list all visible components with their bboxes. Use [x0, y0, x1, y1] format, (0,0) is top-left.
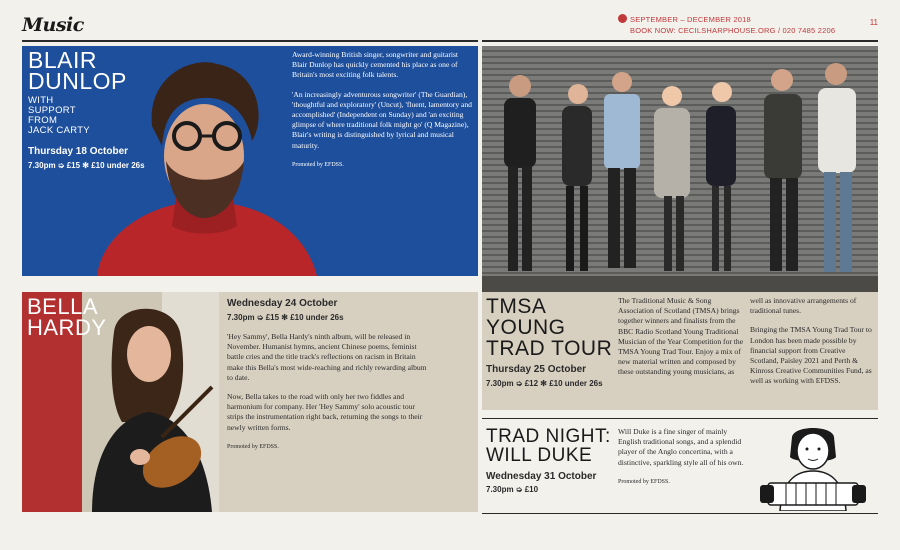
header-booking: BOOK NOW: CECILSHARPHOUSE.ORG / 020 7485 2206: [630, 26, 836, 35]
blair-name-line2: DUNLOP: [28, 68, 127, 94]
bella-description: [227, 332, 427, 452]
tradnight-panel: [482, 418, 878, 514]
blair-price: 7.30pm ➭ £15 ✻ £10 under 26s: [28, 161, 145, 170]
right-header-rule: [482, 40, 878, 42]
bella-title: [27, 296, 107, 338]
bella-photo-panel: [22, 292, 219, 512]
blair-support: [28, 96, 90, 136]
tradnight-title-line2: WILL DUKE: [486, 445, 593, 466]
blair-name-line1: BLAIR: [28, 47, 97, 73]
support-line3: FROM: [28, 115, 58, 126]
tmsa-photo: [482, 46, 878, 292]
support-line4: JACK CARTY: [28, 125, 90, 136]
bella-text-panel: [219, 292, 478, 512]
blair-para1: Award-winning British singer, songwriter and guitarist Blair Dunlop has quickly cemented his place as one of Britain's most exciting folk talents.: [292, 50, 459, 80]
bella-para2: Now, Bella takes to the road with only her two fiddles and harmonium for company. Her 'Hey Sammy' solo acoustic tour strips the instrumentation right back, returning the songs to their newly written forms.: [227, 392, 423, 432]
blair-para2: 'An increasingly adventurous songwriter' (The Guardian), 'thoughtful and exploratory' (Uncut), 'fluent, lamentory and accomplished' (Independent on Sunday) and 'an exciting glimpse of where traditional folk might go' (Q Magazine), Blair's writing is distinguished by lyrical and musical maturity.: [292, 89, 472, 150]
blair-description: [292, 50, 472, 170]
bella-para1: 'Hey Sammy', Bella Hardy's ninth album, will be released in November. Humanist hymns, ancient Chinese poems, feminist battle cries and the title track's reflections on racism in Britain make this Bella's most wide-reaching and richly rewarding album to date.: [227, 332, 427, 382]
tradnight-text: Will Duke is a fine singer of mainly English traditional songs, and a splendid player of the Anglo concertina, with a distinctive, sparkling style all of his own.: [618, 427, 744, 467]
tmsa-band-image: [482, 46, 878, 292]
concertina-player-illustration: [754, 423, 872, 511]
bella-price: 7.30pm ➭ £15 ✻ £10 under 26s: [227, 313, 344, 322]
tmsa-title-panel: [482, 292, 614, 410]
tmsa-title-line2: YOUNG: [486, 316, 566, 339]
tmsa-title-line3: TRAD TOUR: [486, 337, 613, 360]
tmsa-col2-para1: well as innovative arrangements of traditional tunes.: [750, 296, 857, 316]
tmsa-title-line1: TMSA: [486, 295, 547, 318]
blair-title: [28, 47, 127, 94]
support-line1: WITH: [28, 95, 54, 106]
tmsa-col1: The Traditional Music & Song Association of Scotland (TMSA) brings together winners and finalists from the BBC Radio Scotland Young Traditional Musician of the Year Competition for the TMSA Young Trad Tour. Enjoy a mix of new material written and composed by these outstanding young musicians, as: [618, 296, 744, 377]
tmsa-col2: [750, 296, 874, 396]
blair-date: Thursday 18 October: [28, 146, 129, 157]
support-line2: SUPPORT: [28, 105, 76, 116]
header-info: [618, 14, 835, 36]
bella-promoted: Promoted by EFDSS.: [227, 443, 279, 450]
tmsa-date: Thursday 25 October: [486, 364, 587, 375]
bella-date: Wednesday 24 October: [227, 298, 338, 309]
bella-name-line2: HARDY: [27, 315, 107, 340]
tmsa-col2-para2: Bringing the TMSA Young Trad Tour to London has been made possible by financial support from Creative Scotland, Paisley 2021 and Perth & Kinross Creative Communities Fund, as well as working with EFDSS.: [750, 325, 872, 386]
tmsa-title: [486, 296, 612, 359]
section-title: Music: [22, 14, 84, 36]
tradnight-promoted: Promoted by EFDSS.: [618, 478, 670, 485]
logo-dot-icon: [618, 14, 627, 23]
tradnight-price: 7.30pm ➭ £10: [486, 485, 539, 494]
left-header-rule: [22, 40, 478, 42]
bella-name-line1: BELLA: [27, 294, 98, 319]
blair-dunlop-panel: [22, 46, 478, 276]
header-dates: SEPTEMBER – DECEMBER 2018: [630, 15, 751, 24]
blair-promoted: Promoted by EFDSS.: [292, 161, 344, 168]
tmsa-price: 7.30pm ➭ £12 ✻ £10 under 26s: [486, 379, 603, 388]
tradnight-description: [618, 427, 750, 487]
page-number: 11: [869, 18, 878, 27]
tradnight-title: [486, 427, 611, 465]
tradnight-date: Wednesday 31 October: [486, 471, 597, 482]
tmsa-text-panel: [614, 292, 878, 410]
tradnight-title-line1: TRAD NIGHT:: [486, 426, 611, 447]
